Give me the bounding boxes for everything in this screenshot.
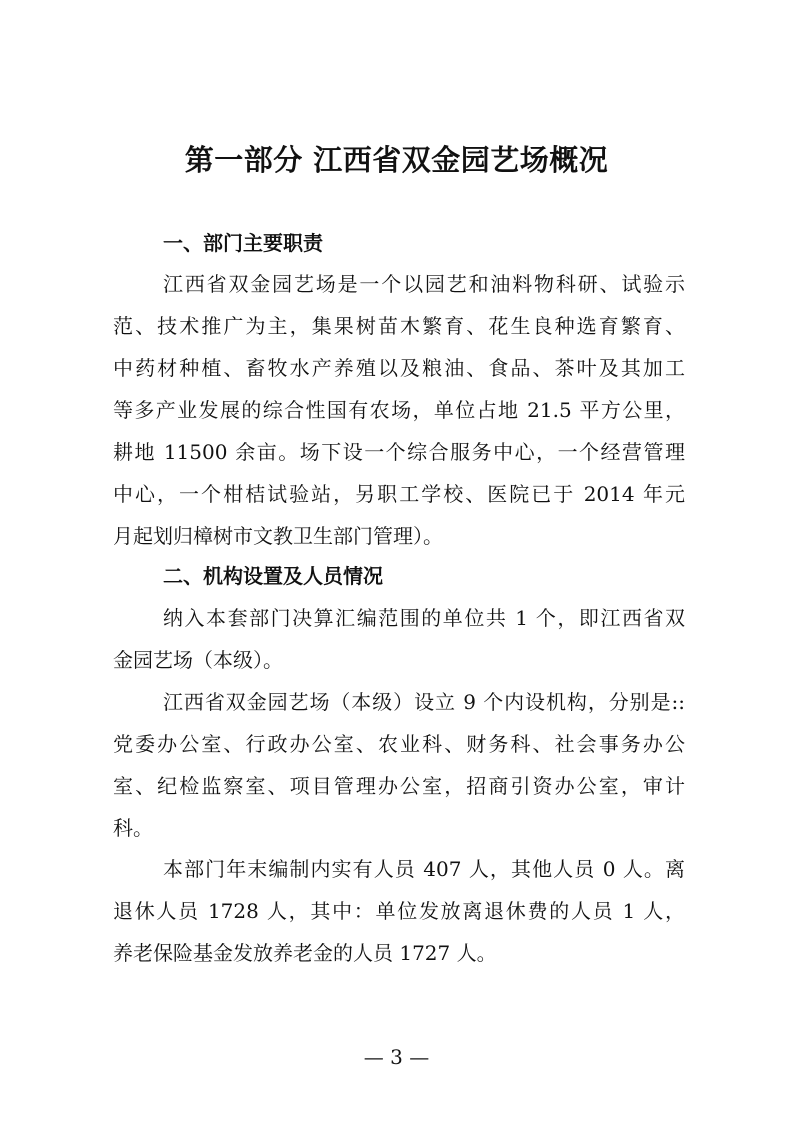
paragraph-line: 党委办公室、行政办公室、农业科、财务科、社会事务办公 [113, 732, 685, 756]
paragraph-line: 江西省双金园艺场是一个以园艺和油料物科研、试验示 [163, 272, 685, 296]
section-heading-duties: 一、部门主要职责 [163, 231, 323, 255]
paragraph-line: 江西省双金园艺场（本级）设立 9 个内设机构，分别是:: [163, 690, 685, 714]
section-heading-organization: 二、机构设置及人员情况 [163, 564, 383, 588]
paragraph-line: 本部门年末编制内实有人员 407 人，其他人员 0 人。离 [163, 857, 685, 881]
page-number: — 3 — [363, 1045, 430, 1069]
paragraph-line: 月起划归樟树市文教卫生部门管理）。 [113, 524, 443, 548]
paragraph-line: 退休人员 1728 人，其中：单位发放离退休费的人员 1 人， [113, 899, 685, 923]
paragraph-line: 中心，一个柑桔试验站，另职工学校、医院已于 2014 年元 [113, 482, 685, 506]
paragraph-line: 室、纪检监察室、项目管理办公室，招商引资办公室，审计 [113, 774, 685, 798]
paragraph-line: 纳入本套部门决算汇编范围的单位共 1 个，即江西省双 [163, 606, 685, 630]
paragraph-line: 中药材种植、畜牧水产养殖以及粮油、食品、茶叶及其加工 [113, 356, 685, 380]
paragraph-line: 科。 [113, 816, 153, 840]
paragraph-line: 等多产业发展的综合性国有农场，单位占地 21.5 平方公里， [113, 398, 685, 422]
paragraph-line: 范、技术推广为主，集果树苗木繁育、花生良种选育繁育、 [113, 314, 685, 338]
paragraph-line: 耕地 11500 余亩。场下设一个综合服务中心，一个经营管理 [113, 440, 685, 464]
page-title: 第一部分 江西省双金园艺场概况 [184, 143, 609, 177]
paragraph-line: 养老保险基金发放养老金的人员 1727 人。 [113, 941, 497, 965]
paragraph-line: 金园艺场（本级）。 [113, 648, 283, 672]
